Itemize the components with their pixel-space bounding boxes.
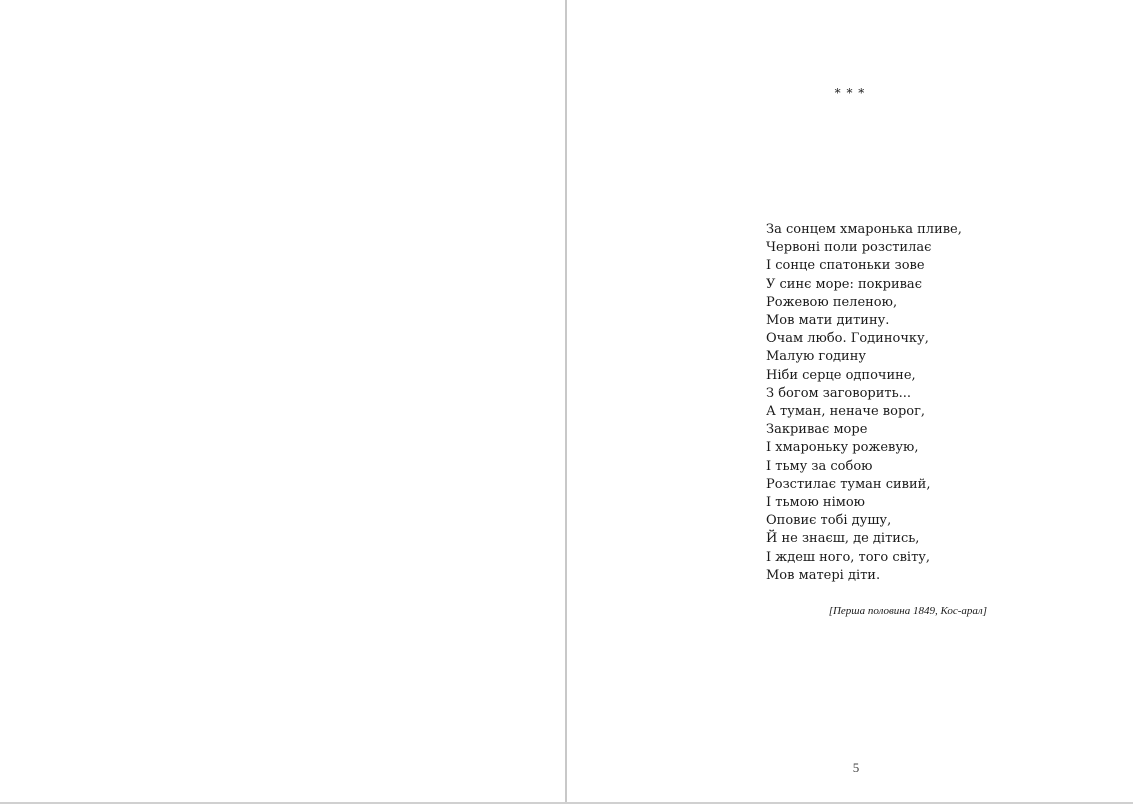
poem-line: Оповиє тобі душу, <box>766 513 892 529</box>
section-ornament: * * * <box>834 86 866 100</box>
poem-dateline: [Перша половина 1849, Кос-арал] <box>828 605 987 617</box>
poem-line: Закриває море <box>766 422 868 438</box>
poem-line: І хмароньку рожевую, <box>766 440 919 456</box>
right-page <box>567 0 1133 802</box>
poem-line: І тьму за собою <box>766 458 873 474</box>
poem-line: І тьмою німою <box>766 495 866 511</box>
poem-line: Очам любо. Годиночку, <box>766 331 929 347</box>
poem-line: Ніби серце одпочине, <box>766 367 916 383</box>
poem-line: А туман, неначе ворог, <box>766 404 926 420</box>
poem-line: Червоні поли розстилає <box>766 240 932 256</box>
poem-line: Мов мати дитину. <box>766 313 890 329</box>
poem-line: Рожевою пеленою, <box>766 294 898 310</box>
poem-line: Розстилає туман сивий, <box>766 476 931 492</box>
page-number: 5 <box>852 760 860 775</box>
poem-line: І ждеш ного, того світу, <box>766 549 931 565</box>
poem-line: Малую годину <box>766 349 867 365</box>
poem-line: Й не знаєш, де дітись, <box>766 531 920 547</box>
poem-line: І сонце спатоньки зове <box>766 258 925 274</box>
poem-text <box>766 221 962 585</box>
poem-line: За сонцем хмаронька пливе, <box>766 222 962 237</box>
left-page <box>0 0 565 802</box>
poem-line: У синє море: покриває <box>766 276 922 292</box>
poem-line: Мов матері діти. <box>766 567 881 583</box>
poem-line: З богом заговорить... <box>766 385 912 401</box>
